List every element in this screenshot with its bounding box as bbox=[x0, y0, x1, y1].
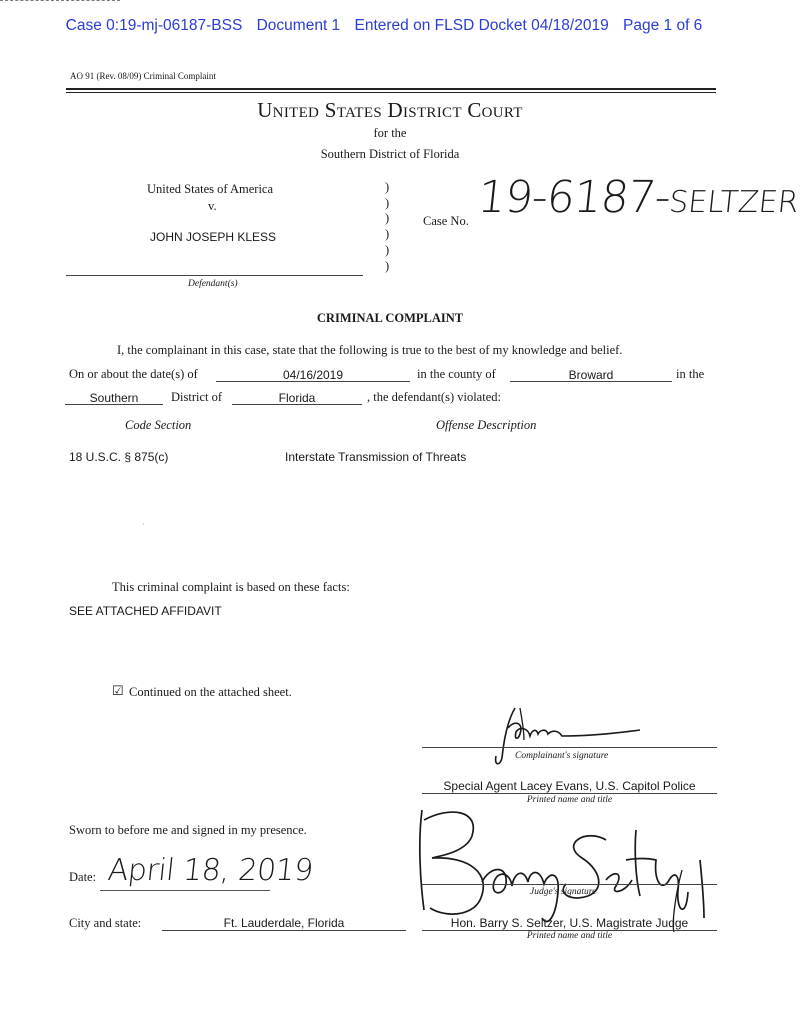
defendant-label: Defendant(s) bbox=[188, 279, 238, 289]
district-of-label: District of bbox=[171, 390, 223, 404]
caption-parentheses: ) ) ) ) ) ) bbox=[385, 180, 390, 273]
defendant-name: JOHN JOSEPH KLESS bbox=[150, 230, 277, 244]
defendant-underline bbox=[66, 275, 363, 276]
complainant-printed-name-label: Printed name and title bbox=[526, 795, 613, 805]
complainant-statement: I, the complainant in this case, state that the following is true to the best of my knowledge and belief. bbox=[117, 343, 623, 357]
form-identifier: AO 91 (Rev. 08/09) Criminal Complaint bbox=[70, 71, 216, 81]
city-state-value: Ft. Lauderdale, Florida bbox=[223, 916, 345, 930]
for-the-text: for the bbox=[373, 126, 407, 140]
plaintiff-name: United States of America bbox=[147, 182, 274, 196]
code-section-value: 18 U.S.C. § 875(c) bbox=[69, 450, 169, 464]
stray-mark: · bbox=[142, 520, 145, 529]
offense-description-value: Interstate Transmission of Threats bbox=[285, 450, 467, 464]
docket-case-number: Case 0:19-mj-06187-BSS bbox=[65, 17, 243, 34]
judge-name: Hon. Barry S. Seltzer, U.S. Magistrate Judge bbox=[450, 916, 689, 930]
signing-date-handwritten: April 18, 2019 bbox=[106, 853, 315, 888]
docket-entered-date: Entered on FLSD Docket 04/18/2019 bbox=[354, 17, 609, 34]
signing-date-line bbox=[100, 890, 270, 891]
judge-signature-line bbox=[422, 884, 717, 885]
state-value: Florida bbox=[278, 391, 316, 405]
complainant-name-line bbox=[422, 793, 717, 794]
judge-signature bbox=[410, 800, 720, 935]
case-number-label: Case No. bbox=[423, 214, 469, 228]
judge-printed-name-label: Printed name and title bbox=[526, 931, 613, 941]
city-state-underline bbox=[162, 930, 406, 931]
judge-signature-label: Judge's signature bbox=[530, 887, 597, 897]
complainant-signature-label: Complainant's signature bbox=[515, 751, 609, 761]
docket-document-number: Document 1 bbox=[256, 17, 341, 34]
sworn-statement: Sworn to before me and signed in my presence. bbox=[69, 823, 307, 837]
top-dashed-rule bbox=[0, 0, 120, 1]
date-label: Date: bbox=[69, 870, 97, 884]
county-value: Broward bbox=[568, 368, 614, 382]
continued-label: Continued on the attached sheet. bbox=[129, 685, 292, 699]
county-label: in the county of bbox=[417, 367, 496, 381]
violated-text: , the defendant(s) violated: bbox=[367, 390, 501, 404]
in-the-text: in the bbox=[676, 367, 705, 381]
case-number-handwritten bbox=[475, 172, 801, 223]
document-title: CRIMINAL COMPLAINT bbox=[316, 311, 464, 325]
docket-header bbox=[0, 17, 768, 35]
header-rule-thin bbox=[66, 92, 716, 93]
docket-page-number: Page 1 of 6 bbox=[623, 17, 703, 34]
versus-text: v. bbox=[208, 199, 217, 213]
on-about-label: On or about the date(s) of bbox=[69, 367, 198, 381]
complainant-signature-line bbox=[422, 747, 717, 748]
case-judge-handwritten: SELTZER bbox=[667, 185, 801, 220]
court-district: Southern District of Florida bbox=[320, 147, 460, 161]
continued-checkbox[interactable]: ☑ bbox=[112, 683, 124, 698]
case-number-digits: 19-6187- bbox=[475, 172, 673, 223]
complainant-name: Special Agent Lacey Evans, U.S. Capitol Police bbox=[443, 779, 696, 793]
offense-description-header: Offense Description bbox=[436, 418, 537, 432]
court-title: United States District Court bbox=[257, 98, 523, 122]
district-value: Southern bbox=[89, 391, 139, 405]
header-rule-thick bbox=[66, 88, 716, 90]
city-state-label: City and state: bbox=[69, 916, 142, 930]
facts-basis-text: This criminal complaint is based on these facts: bbox=[112, 580, 350, 594]
offense-date: 04/16/2019 bbox=[282, 368, 344, 382]
facts-value: SEE ATTACHED AFFIDAVIT bbox=[69, 604, 222, 618]
code-section-header: Code Section bbox=[125, 418, 192, 432]
